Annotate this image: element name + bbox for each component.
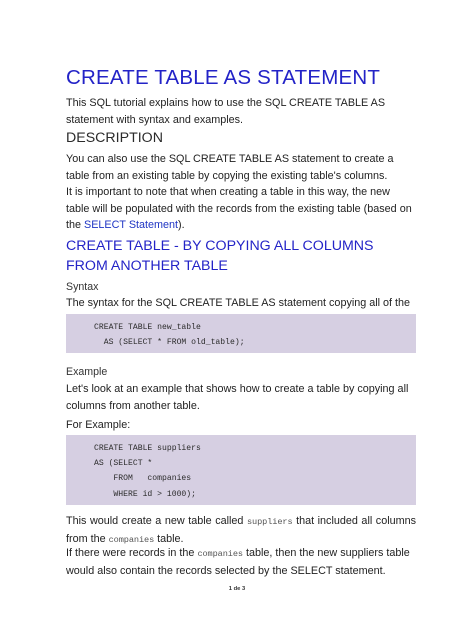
example-label: Example xyxy=(66,366,108,378)
page-number: 1 de 3 xyxy=(228,586,246,592)
explanation-paragraph-1 xyxy=(66,513,416,548)
inline-code-companies: companies xyxy=(197,549,243,559)
explanation-1-end: table. xyxy=(154,532,184,545)
description-paragraph-2 xyxy=(66,184,416,234)
select-statement-link[interactable]: SELECT Statement xyxy=(84,219,179,231)
for-example-label: For Example: xyxy=(66,419,131,431)
syntax-description: The syntax for the SQL CREATE TABLE AS statement copying all of the xyxy=(66,297,411,309)
description-heading: DESCRIPTION xyxy=(66,130,163,146)
code-line: WHERE id > 1000); xyxy=(94,489,196,499)
syntax-code-block xyxy=(66,314,416,353)
example-description: Let's look at an example that shows how to create a table by copying all columns from another table. xyxy=(66,383,409,412)
description-paragraph-2-text: It is important to note that when creating a table in this way, the new table will be populated with the records from the existing table (based on the xyxy=(66,186,412,231)
syntax-label: Syntax xyxy=(66,281,99,293)
explanation-1-text: This would create a new table called xyxy=(66,515,247,527)
code-line: FROM companies xyxy=(94,474,192,484)
code-line: AS (SELECT * xyxy=(94,459,153,469)
description-paragraph-1: You can also use the SQL CREATE TABLE AS statement to create a table from an existing table by copying the existing table's columns. xyxy=(66,153,394,182)
example-code-block xyxy=(66,435,416,505)
explanation-2-end: table, then the new suppliers table would also contain the records selected by the SELECT statement. xyxy=(66,547,410,577)
explanation-1-mid: that included all columns from the xyxy=(66,515,417,545)
explanation-paragraph-2 xyxy=(66,545,416,579)
intro-paragraph: This SQL tutorial explains how to use the SQL CREATE TABLE AS statement with syntax and examples. xyxy=(66,97,386,126)
code-line: CREATE TABLE new_table xyxy=(94,323,201,332)
description-paragraph-2-end: ). xyxy=(178,219,185,231)
explanation-2-text: If there were records in the xyxy=(66,547,198,559)
inline-code-suppliers: suppliers xyxy=(247,517,293,527)
section-heading: CREATE TABLE - BY COPYING ALL COLUMNS FROM ANOTHER TABLE xyxy=(66,238,374,274)
code-line: AS (SELECT * FROM old_table); xyxy=(94,338,245,348)
code-line: CREATE TABLE suppliers xyxy=(94,444,201,453)
inline-code-companies: companies xyxy=(108,534,155,545)
page-title: CREATE TABLE AS STATEMENT xyxy=(66,66,381,89)
